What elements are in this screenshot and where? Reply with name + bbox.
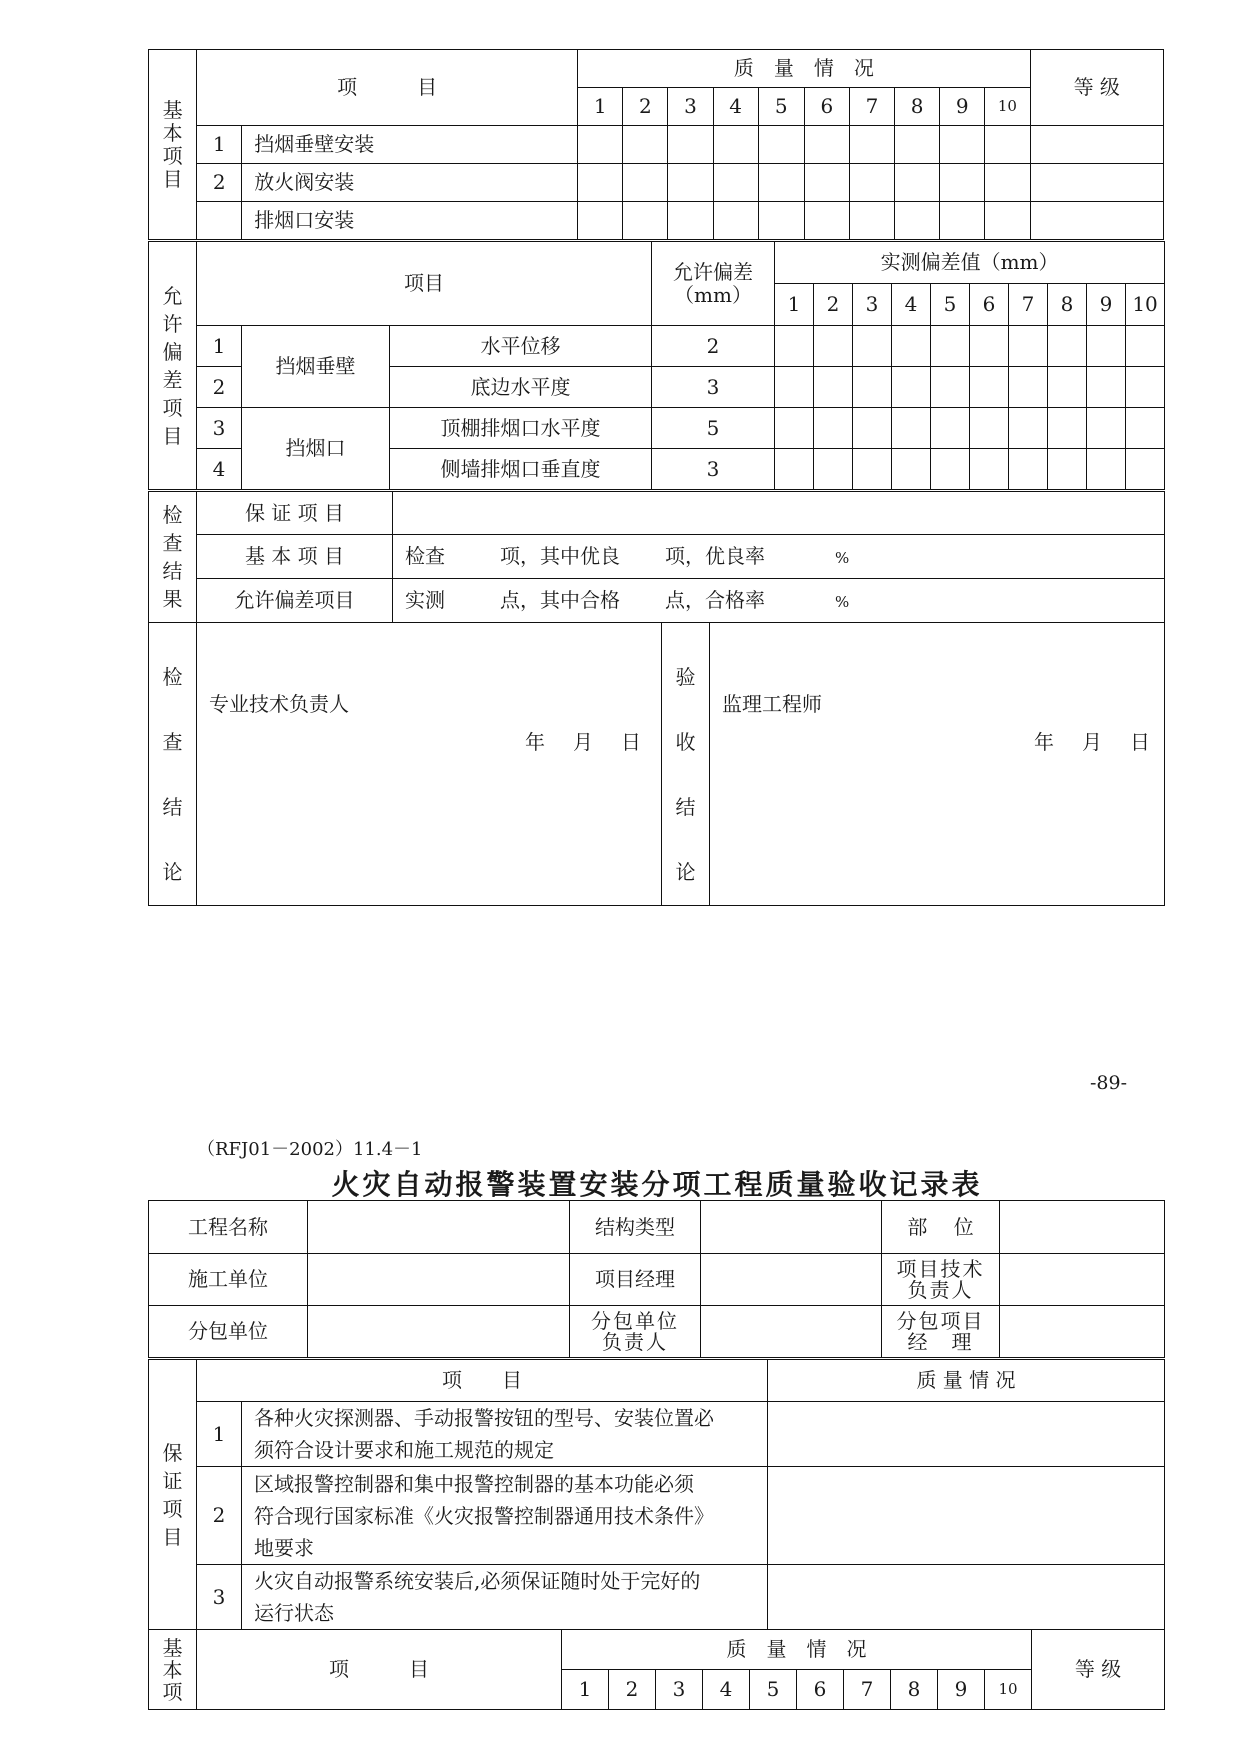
quality-cell[interactable]	[768, 1565, 1165, 1630]
grade-header: 等 级	[1032, 1630, 1165, 1710]
check-conclusion-label: 检 查 结 论	[149, 623, 197, 906]
item-header: 项 目	[197, 1630, 562, 1710]
result-table	[148, 491, 1165, 623]
basic2-side-label: 基 本 项	[149, 1630, 197, 1710]
project-name-value[interactable]	[308, 1201, 570, 1254]
project-info-table	[148, 1200, 1165, 1358]
result-side-label: 检 查 结 果	[149, 492, 197, 623]
col-10: 10	[985, 88, 1030, 126]
accept-conclusion-cell	[710, 623, 1165, 906]
basic-summary: 检查 项，其中优良 项，优良率 %	[393, 535, 1165, 579]
col-9: 9	[940, 88, 985, 126]
form-title: 火灾自动报警装置安装分项工程质量验收记录表	[331, 1168, 983, 1201]
guarantee-side-label: 保 证 项 目	[149, 1360, 197, 1630]
sub-lead-value[interactable]	[701, 1306, 882, 1358]
quality-cell[interactable]	[768, 1467, 1165, 1565]
subcontractor-value[interactable]	[308, 1306, 570, 1358]
allow-header: 允许偏差 （mm）	[652, 242, 775, 326]
project-manager-label: 项目经理	[570, 1254, 701, 1306]
basic-items-table	[148, 49, 1164, 240]
col-6: 6	[804, 88, 849, 126]
row-number: 3	[197, 1565, 242, 1630]
row-text: 火灾自动报警系统安装后,必须保证随时处于完好的 运行状态	[242, 1565, 768, 1630]
table-row	[149, 1467, 1165, 1565]
row-number: 1	[197, 326, 242, 367]
row-number: 4	[197, 449, 242, 490]
row-allow: 2	[652, 326, 775, 367]
row-label: 排烟口安装	[242, 202, 578, 240]
basic-label: 基 本 项 目	[197, 535, 393, 579]
row-allow: 3	[652, 367, 775, 408]
check-person-label: 专业技术负责人	[209, 692, 349, 716]
sub-lead-label: 分包单位 负责人	[570, 1306, 701, 1358]
col-8: 8	[891, 1670, 938, 1710]
col-1: 1	[775, 284, 814, 326]
row-item: 水平位移	[390, 326, 652, 367]
check-date: 年 月 日	[525, 730, 641, 754]
col-3: 3	[668, 88, 713, 126]
col-9: 9	[1087, 284, 1126, 326]
col-8: 8	[1048, 284, 1087, 326]
tolerance-summary: 实测 点，其中合格 点，合格率 %	[393, 579, 1165, 623]
row-label: 放火阀安装	[242, 164, 578, 202]
col-5: 5	[750, 1670, 797, 1710]
item-header: 项 目	[197, 50, 578, 126]
row-allow: 3	[652, 449, 775, 490]
col-3: 3	[656, 1670, 703, 1710]
sub-manager-label: 分包项目 经 理	[882, 1306, 1000, 1358]
accept-date: 年 月 日	[1034, 730, 1150, 754]
table-row	[149, 326, 1165, 367]
location-value[interactable]	[1000, 1201, 1165, 1254]
col-6: 6	[797, 1670, 844, 1710]
row-number: 2	[197, 367, 242, 408]
col-3: 3	[853, 284, 892, 326]
tech-lead-label: 项目技术 负责人	[882, 1254, 1000, 1306]
group-name: 挡烟垂壁	[242, 326, 390, 408]
accept-conclusion-label: 验 收 结 论	[662, 623, 710, 906]
project-name-label: 工程名称	[149, 1201, 308, 1254]
col-6: 6	[970, 284, 1009, 326]
tolerance-side-label: 允 许 偏 差 项 目	[149, 242, 197, 490]
quality-cell[interactable]	[768, 1402, 1165, 1467]
row-text: 各种火灾探测器、手动报警按钮的型号、安装位置必 须符合设计要求和施工规范的规定	[242, 1402, 768, 1467]
table-row	[149, 164, 1164, 202]
col-2: 2	[814, 284, 853, 326]
contractor-label: 施工单位	[149, 1254, 308, 1306]
contractor-value[interactable]	[308, 1254, 570, 1306]
page-number: -89-	[1090, 1072, 1128, 1094]
table-row	[149, 1402, 1165, 1467]
guarantee-label: 保 证 项 目	[197, 492, 393, 535]
row-number: 1	[197, 126, 242, 164]
table-row	[149, 126, 1164, 164]
accept-person-label: 监理工程师	[722, 692, 822, 716]
row-item: 侧墙排烟口垂直度	[390, 449, 652, 490]
table-row	[149, 202, 1164, 240]
col-2: 2	[609, 1670, 656, 1710]
measured-header: 实测偏差值（mm）	[775, 242, 1165, 284]
item-header: 项目	[197, 242, 652, 326]
col-1: 1	[578, 88, 623, 126]
col-5: 5	[758, 88, 804, 126]
quality-header: 质 量 情 况	[768, 1360, 1165, 1402]
col-9: 9	[938, 1670, 985, 1710]
row-number: 1	[197, 1402, 242, 1467]
row-label: 挡烟垂壁安装	[242, 126, 578, 164]
table-row	[149, 1565, 1165, 1630]
table-row	[149, 408, 1165, 449]
col-4: 4	[892, 284, 931, 326]
form-code: （RFJ01－2002）11.4－1	[197, 1139, 423, 1160]
row-number: 3	[197, 408, 242, 449]
tolerance-label: 允许偏差项目	[197, 579, 393, 623]
group-name: 挡烟口	[242, 408, 390, 490]
col-7: 7	[844, 1670, 891, 1710]
col-8: 8	[895, 88, 940, 126]
col-1: 1	[562, 1670, 609, 1710]
row-number: 2	[197, 164, 242, 202]
grade-header: 等 级	[1030, 50, 1163, 126]
conclusion-table	[148, 622, 1165, 906]
project-manager-value[interactable]	[701, 1254, 882, 1306]
col-10: 10	[985, 1670, 1032, 1710]
row-number	[197, 202, 242, 240]
row-item: 顶棚排烟口水平度	[390, 408, 652, 449]
structure-type-value[interactable]	[701, 1201, 882, 1254]
item-header: 项 目	[197, 1360, 768, 1402]
row-allow: 5	[652, 408, 775, 449]
row-item: 底边水平度	[390, 367, 652, 408]
location-label: 部 位	[882, 1201, 1000, 1254]
sub-manager-value[interactable]	[1000, 1306, 1165, 1358]
quality-header: 质 量 情 况	[562, 1630, 1032, 1670]
tech-lead-value[interactable]	[1000, 1254, 1165, 1306]
col-2: 2	[623, 88, 668, 126]
structure-type-label: 结构类型	[570, 1201, 701, 1254]
row-text: 区域报警控制器和集中报警控制器的基本功能必须 符合现行国家标准《火灾报警控制器通用技术条件》 地要求	[242, 1467, 768, 1565]
subcontractor-label: 分包单位	[149, 1306, 308, 1358]
basic-side-label: 基 本 项 目	[149, 50, 197, 240]
col-5: 5	[931, 284, 970, 326]
col-7: 7	[1009, 284, 1048, 326]
quality-header: 质 量 情 况	[578, 50, 1030, 88]
tolerance-table	[148, 241, 1165, 490]
col-4: 4	[703, 1670, 750, 1710]
col-7: 7	[849, 88, 894, 126]
basic-items-table-2	[148, 1629, 1165, 1710]
col-4: 4	[713, 88, 758, 126]
col-10: 10	[1126, 284, 1165, 326]
guarantee-items-table	[148, 1359, 1165, 1630]
check-conclusion-cell	[197, 623, 662, 906]
row-number: 2	[197, 1467, 242, 1565]
